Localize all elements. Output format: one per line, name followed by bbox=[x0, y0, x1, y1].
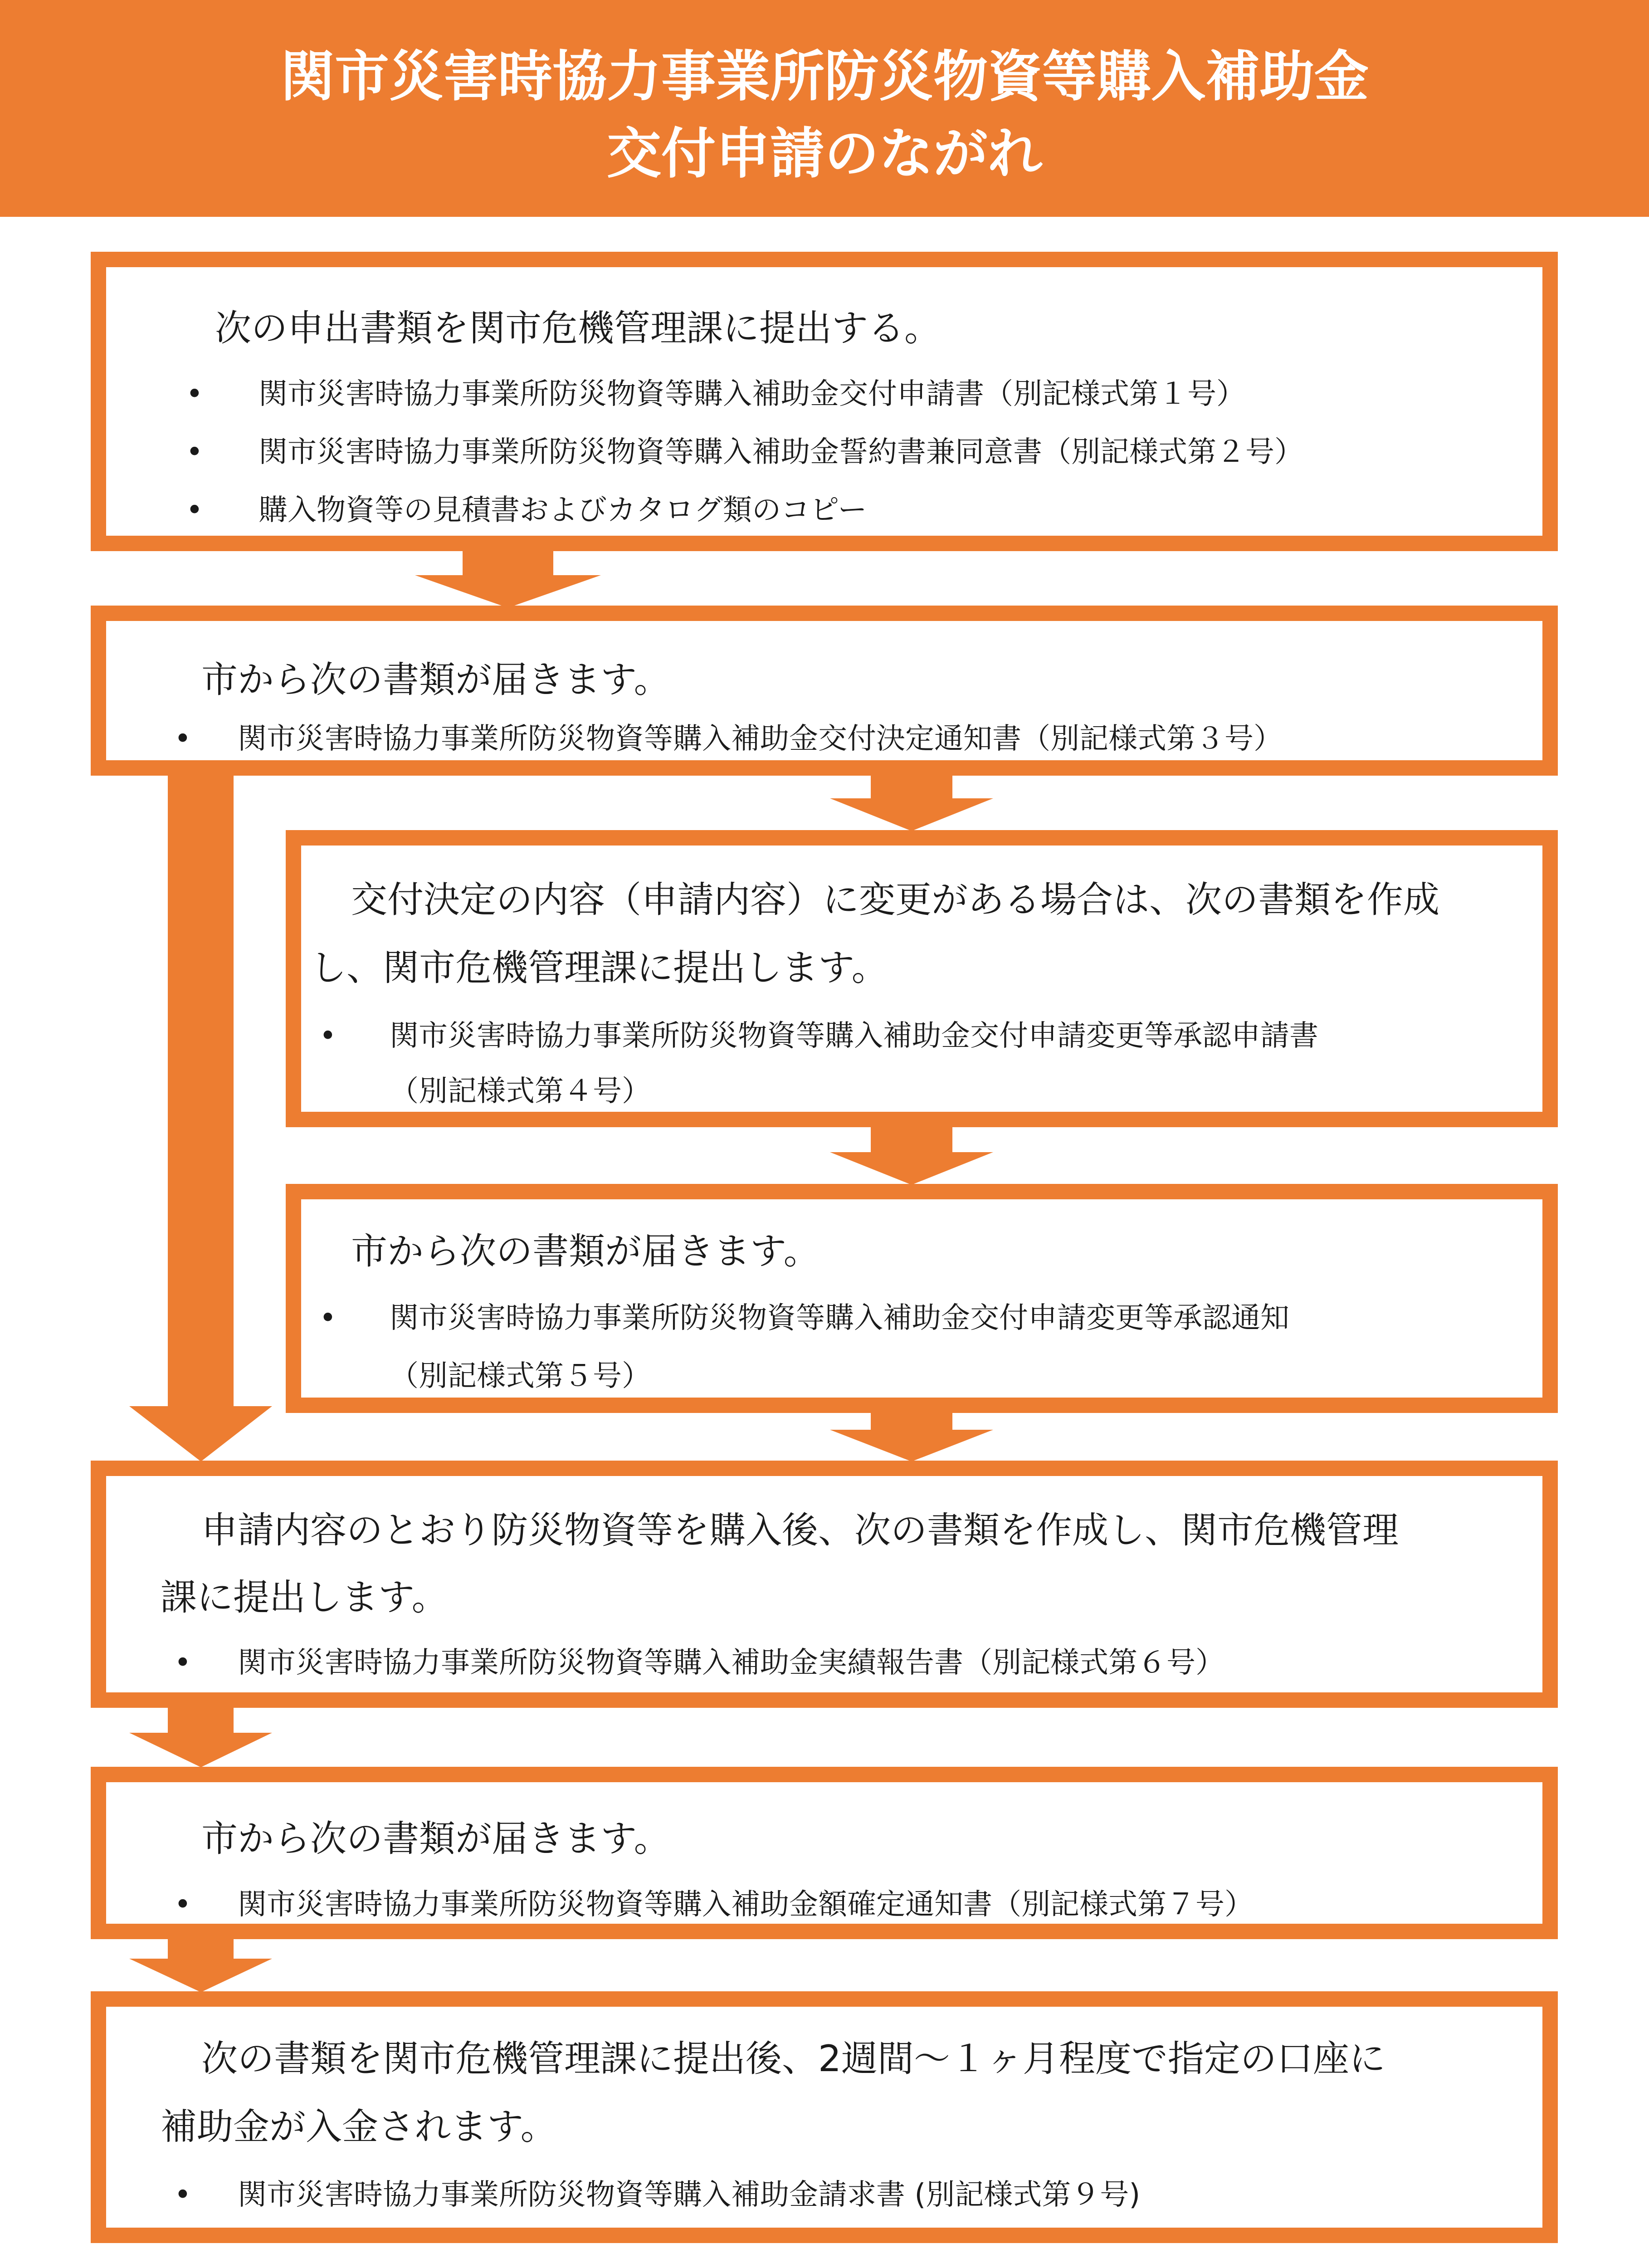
step-7-lead-line-1: 次の書類を関市危機管理課に提出後、2週間～１ヶ月程度で指定の口座に bbox=[201, 2038, 1386, 2080]
step-7-item-1: 関市災害時協力事業所防災物資等購入補助金請求書 (別記様式第９号) bbox=[238, 2178, 1141, 2212]
arrow-step3-to-step4 bbox=[830, 1125, 993, 1185]
step-3-item-line-2: （別記様式第４号） bbox=[390, 1075, 651, 1108]
step-4-lead: 市から次の書類が届きます。 bbox=[351, 1230, 820, 1272]
step-2-box bbox=[91, 606, 1558, 776]
bullet: • bbox=[186, 377, 203, 411]
step-1-item-1: 関市災害時協力事業所防災物資等購入補助金交付申請書（別記様式第１号） bbox=[259, 377, 1245, 411]
arrow-step5-to-step6 bbox=[129, 1706, 272, 1767]
arrow-step4-to-step5 bbox=[830, 1411, 993, 1461]
step-4-item-line-1: 関市災害時協力事業所防災物資等購入補助金交付申請変更等承認通知 bbox=[390, 1301, 1289, 1335]
step-2-lead: 市から次の書類が届きます。 bbox=[201, 659, 670, 701]
bullet: • bbox=[186, 435, 203, 469]
step-5-item-1: 関市災害時協力事業所防災物資等購入補助金実績報告書（別記様式第６号） bbox=[238, 1646, 1225, 1680]
step-6-box bbox=[91, 1767, 1558, 1939]
bullet: • bbox=[174, 1646, 191, 1680]
step-3-box bbox=[286, 830, 1558, 1127]
step-2-item-1: 関市災害時協力事業所防災物資等購入補助金交付決定通知書（別記様式第３号） bbox=[238, 722, 1283, 756]
step-1-box bbox=[91, 252, 1558, 551]
title-line-2: 交付申請のながれ bbox=[607, 122, 1042, 186]
bullet: • bbox=[319, 1019, 337, 1053]
bypass-arrow-step2-to-step5 bbox=[129, 773, 272, 1461]
arrow-step6-to-step7 bbox=[129, 1937, 272, 1992]
step-3-item-line-1: 関市災害時協力事業所防災物資等購入補助金交付申請変更等承認申請書 bbox=[390, 1019, 1318, 1053]
step-1-item-2: 関市災害時協力事業所防災物資等購入補助金誓約書兼同意書（別記様式第２号） bbox=[259, 435, 1303, 469]
step-1-lead: 次の申出書類を関市危機管理課に提出する。 bbox=[215, 307, 941, 349]
step-1-item-3: 購入物資等の見積書およびカタログ類のコピー bbox=[259, 494, 867, 527]
step-7-box bbox=[91, 1991, 1558, 2243]
step-3-lead-line-1: 交付決定の内容（申請内容）に変更がある場合は、次の書類を作成 bbox=[351, 879, 1439, 921]
arrow-step1-to-step2 bbox=[415, 549, 601, 608]
step-4-box bbox=[286, 1184, 1558, 1413]
step-5-box bbox=[91, 1461, 1558, 1708]
step-4-item-line-2: （別記様式第５号） bbox=[390, 1359, 651, 1393]
arrow-step2-to-step3 bbox=[830, 773, 993, 831]
bullet: • bbox=[174, 1888, 191, 1921]
title-line-1: 関市災害時協力事業所防災物資等購入補助金 bbox=[280, 45, 1369, 108]
step-5-lead-line-2: 課に提出します。 bbox=[161, 1576, 448, 1618]
step-6-lead: 市から次の書類が届きます。 bbox=[201, 1818, 670, 1860]
bullet: • bbox=[174, 2178, 191, 2212]
step-6-item-1: 関市災害時協力事業所防災物資等購入補助金額確定通知書（別記様式第７号） bbox=[238, 1888, 1254, 1921]
bullet: • bbox=[319, 1301, 337, 1335]
step-5-lead-line-1: 申請内容のとおり防災物資等を購入後、次の書類を作成し、関市危機管理 bbox=[201, 1509, 1399, 1551]
bullet: • bbox=[174, 722, 191, 756]
step-3-lead-line-2: し、関市危機管理課に提出します。 bbox=[310, 947, 888, 989]
step-7-lead-line-2: 補助金が入金されます。 bbox=[161, 2106, 557, 2148]
bullet: • bbox=[186, 494, 203, 527]
